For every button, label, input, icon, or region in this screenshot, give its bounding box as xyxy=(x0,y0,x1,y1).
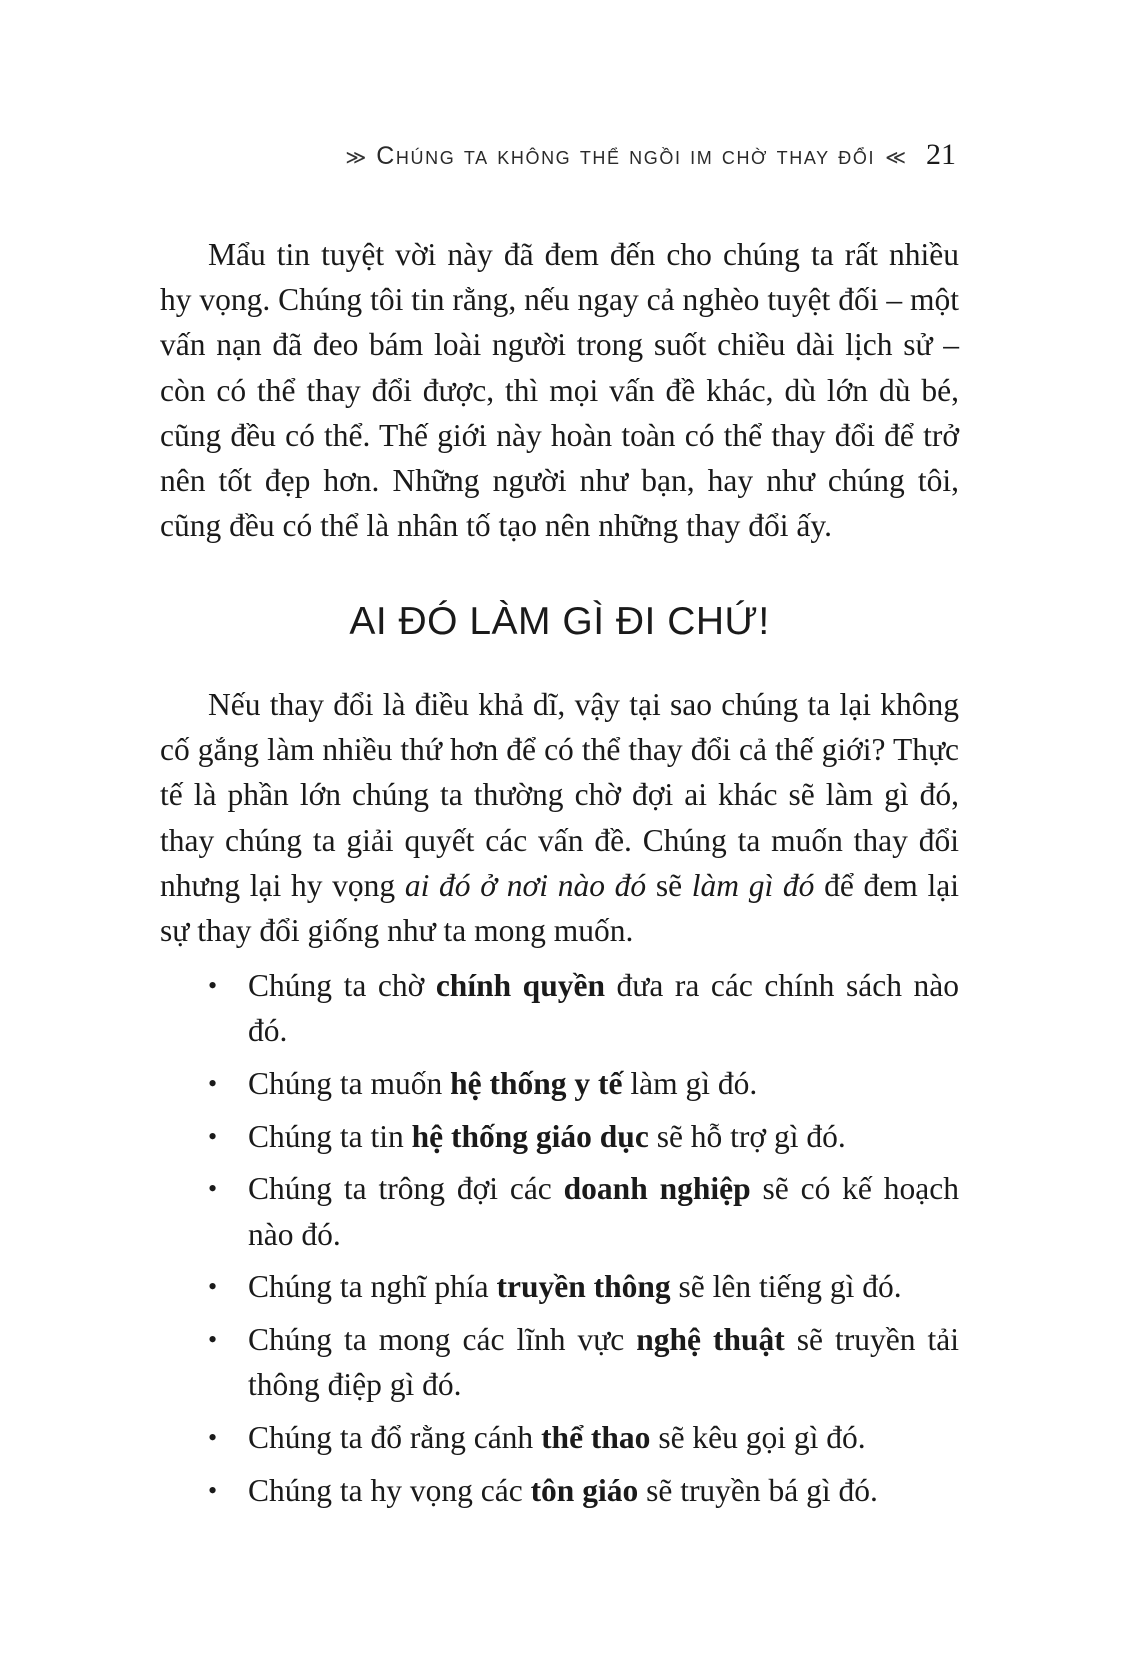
list-item xyxy=(208,1061,959,1106)
list-item-text: sẽ truyền tải thông điệp gì đó. xyxy=(248,1321,959,1403)
section-heading: AI ĐÓ LÀM GÌ ĐI CHỨ! xyxy=(349,600,770,643)
list-item xyxy=(208,963,959,1053)
paragraph-italic-text: làm gì đó xyxy=(691,867,815,903)
list-item-text: Chúng ta tin xyxy=(248,1118,412,1154)
list-item-text: Chúng ta hy vọng các xyxy=(248,1472,531,1508)
bullet-list xyxy=(208,963,959,1520)
list-item-bold-text: tôn giáo xyxy=(530,1472,639,1508)
running-head-close-mark: ≪ xyxy=(885,145,906,169)
list-item-bold-text: truyền thông xyxy=(496,1269,671,1305)
list-item-text: Chúng ta chờ xyxy=(248,968,436,1003)
list-item xyxy=(208,1317,959,1407)
list-item xyxy=(208,1166,959,1256)
list-item-text: sẽ lên tiếng gì đó. xyxy=(670,1269,902,1305)
list-item-text: sẽ truyền bá gì đó. xyxy=(638,1472,878,1508)
paragraph-text: sẽ xyxy=(646,867,692,903)
list-item-bold-text: thể thao xyxy=(541,1419,651,1455)
paragraph-intro: Mẩu tin tuyệt vời này đã đem đến cho chúng ta rất nhiều hy vọng. Chúng tôi tin rằng, nếu ngay cả nghèo tuyệt đối – một vấn nạn đã đeo bám loài người trong suốt chiều dài lịch sử – còn có thể thay đổi được, thì mọi vấn đề khác, dù lớn dù bé, cũng đều có thể. Thế giới này hoàn toàn có thể thay đổi để trở nên tốt đẹp hơn. Những người như bạn, hay như chúng tôi, cũng đều có thể là nhân tố tạo nên những thay đổi ấy. xyxy=(160,237,959,544)
list-item-text: sẽ có kế hoạch nào đó. xyxy=(248,1171,959,1252)
list-item-text: làm gì đó. xyxy=(622,1065,758,1101)
running-head-title: Chúng ta không thể ngồi im chờ thay đổi xyxy=(376,142,876,170)
list-item-bold-text: hệ thống giáo dục xyxy=(411,1118,649,1154)
list-item xyxy=(208,1114,959,1159)
running-head-open-mark: ≫ xyxy=(345,145,367,169)
list-item-text: sẽ hỗ trợ gì đó. xyxy=(648,1118,846,1154)
list-item-text: Chúng ta đổ rằng cánh xyxy=(248,1419,542,1455)
list-item-text: Chúng ta trông đợi các xyxy=(248,1171,564,1207)
list-item xyxy=(208,1415,959,1460)
list-item-bold-text: hệ thống y tế xyxy=(450,1065,623,1101)
paragraph-italic-text: ai đó ở nơi nào đó xyxy=(404,867,647,903)
list-item-bold-text: doanh nghiệp xyxy=(563,1171,751,1207)
page-number: 21 xyxy=(926,138,956,171)
paragraph-text: Nếu thay đổi là điều khả dĩ, vậy tại sao chúng ta lại không cố gắng làm nhiều thứ hơn để có thể thay đổi cả thế giới? Thực tế là phần lớn chúng ta thường chờ đợi ai khác sẽ làm gì đó, thay chúng ta giải quyết các vấn đề. Chúng ta muốn thay đổi nhưng lại hy vọng xyxy=(160,687,959,903)
paragraph-text: để đem lại sự thay đổi giống như ta mong muốn. xyxy=(160,867,959,949)
list-item-text: đưa ra các chính sách nào đó. xyxy=(248,968,959,1049)
list-item-bold-text: chính quyền xyxy=(435,968,605,1003)
list-item xyxy=(208,1264,959,1309)
running-head xyxy=(345,138,956,172)
list-item xyxy=(208,1468,959,1513)
list-item-text: Chúng ta nghĩ phía xyxy=(248,1269,497,1305)
list-item-text: sẽ kêu gọi gì đó. xyxy=(650,1419,866,1455)
list-item-text: Chúng ta mong các lĩnh vực xyxy=(248,1321,637,1357)
list-item-text: Chúng ta muốn xyxy=(248,1065,451,1101)
list-item-bold-text: nghệ thuật xyxy=(636,1321,785,1357)
paragraph-someone-do-something xyxy=(160,682,959,953)
